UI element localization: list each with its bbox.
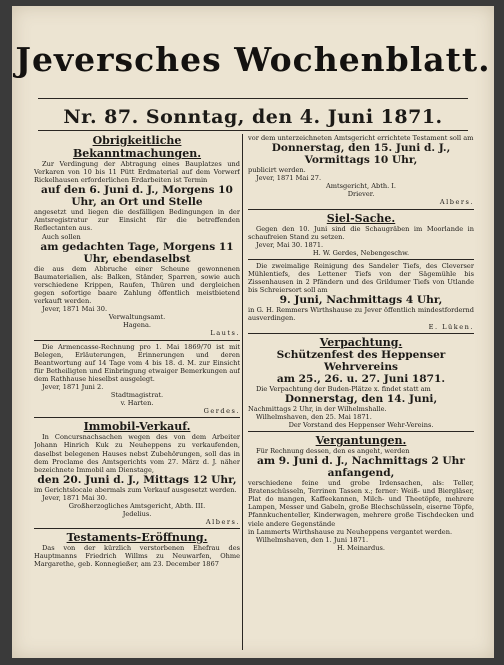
text-block: Für Rechnung dessen, den es angeht, werden: [256, 446, 410, 455]
separator: [248, 333, 474, 334]
text-block: vor dem unterzeichneten Amtsgericht errichtete Testament soll am: [248, 134, 474, 142]
text-block: Donnerstag, den 15. Juni d. J., Vormittags 10 Uhr,: [271, 142, 451, 167]
text-block: Stadtmagistrat.: [110, 391, 164, 400]
column-divider: [242, 134, 243, 650]
text-block: Großherzogliches Amtsgericht, Abth. III.: [68, 502, 206, 510]
separator: [34, 417, 240, 418]
text-block: Amtsgericht, Abth. I.: [326, 182, 396, 191]
text-block: Wilhelmshaven, den 1. Juni 1871.: [256, 535, 369, 544]
text-block: E. Lüken.: [428, 322, 474, 331]
text-block: Gerdes.: [203, 407, 240, 416]
section-heading: Vergantungen.: [315, 433, 407, 447]
text-block: Jedelius.: [122, 510, 152, 519]
separator: [34, 340, 240, 341]
text-block: 9. Juni, Nachmittags 4 Uhr,: [279, 294, 443, 307]
text-block: Jever, Mai 30. 1871.: [256, 240, 324, 249]
section-heading: Verpachtung.: [319, 335, 403, 349]
rule-top: [38, 98, 468, 99]
rule-bottom: [38, 130, 468, 131]
text-block: im Gerichtslocale abermals zum Verkauf ausgesetzt werden.: [34, 485, 237, 494]
text-block: Jever, 1871 Mai 30.: [42, 493, 108, 502]
text-block: Nachmittags 2 Uhr, in der Wilhelmshalle.: [248, 404, 387, 413]
text-block: Wilhelmshaven, den 25. Mai 1871.: [256, 412, 372, 421]
left-column: [34, 134, 240, 650]
text-block: angesetzt und liegen die desfälligen Bedingungen in der Amtsregistratur zur Einsicht für die betreffenden Reflectanten aus.: [34, 208, 240, 233]
text-block: Driever.: [347, 190, 375, 199]
text-block: v. Harten.: [120, 399, 154, 408]
text-block: H. Meinardus.: [337, 543, 385, 552]
separator: [248, 431, 474, 432]
text-block: Die Armencasse-Rechnung pro 1. Mai 1869/70 ist mit Belegen, Erläuterungen, Erinnerungen und deren Beantwortung auf 14 Tage vom 4 bis 18. d. M. zur Einsicht für Betheiligten und Einbringung etwaiger Bemerkungen auf dem Rathhause hieselbst ausgelegt.: [34, 342, 240, 383]
text-block: Albers.: [439, 198, 474, 207]
separator: [248, 259, 474, 260]
text-block: Jever, 1871 Juni 2.: [42, 382, 104, 391]
text-block: Hagena.: [122, 321, 152, 330]
text-block: Auch sollen: [42, 232, 81, 241]
text-block: Das von der kürzlich verstorbenen Ehefrau des Hauptmanns Friedrich Willms zu Neuwarfen, Ohme Margarethe, geb. Konnegießer, am 23. December 1867: [34, 544, 240, 569]
issue-line: Nr. 87. Sonntag, den 4. Juni 1871.: [63, 106, 443, 128]
text-block: in G. H. Remmers Wirthshause zu Jever öffentlich mindestfordernd ausverdingen.: [248, 306, 474, 323]
text-block: auf den 6. Juni d. J., Morgens 10 Uhr, an Ort und Stelle: [41, 184, 233, 209]
text-block: den 20. Juni d. J., Mittags 12 Uhr,: [37, 473, 237, 486]
text-block: Schützenfest des Heppenser Wehrvereins: [276, 348, 446, 373]
text-block: Die Verpachtung der Buden-Plätze x. findet statt am: [256, 384, 431, 393]
text-block: Jever, 1871 Mai 27.: [256, 174, 322, 183]
text-block: am gedachten Tage, Morgens 11 Uhr, ebendaselbst: [40, 240, 234, 265]
separator: [248, 209, 474, 210]
text-block: Albers.: [205, 518, 240, 527]
text-block: Lauts.: [210, 329, 240, 338]
separator: [34, 528, 240, 529]
text-block: Gegen den 10. Juni sind die Schaugräben im Moorlande in schaufreien Stand zu setzen.: [248, 224, 474, 241]
text-block: Zur Verdingung der Abtragung eines Bauplatzes und Verkaren von 10 bis 11 Pütt Erdmaterial auf dem Vorwerf Rickelhausen erforderlichen Erdarbeiten ist Termin: [34, 160, 240, 185]
text-block: Donnerstag, den 14. Juni,: [284, 392, 438, 405]
text-block: am 9. Juni d. J., Nachmittags 2 Uhr anfangend,: [257, 455, 465, 480]
right-column: [248, 134, 474, 650]
section-heading: Obrigkeitliche Bekanntmachungen.: [72, 134, 202, 160]
text-block: in Lammerts Wirthshause zu Neuheppens vergantet werden.: [248, 527, 453, 536]
text-block: Verwaltungsamt.: [108, 313, 166, 322]
text-block: publicirt werden.: [248, 166, 306, 175]
text-block: Der Vorstand des Heppenser Wehr-Vereins.: [288, 420, 434, 429]
newspaper-page: [12, 6, 494, 658]
text-block: die aus dem Abbruche einer Scheune gewonnenen Baumaterialien, als: Balken, Ständer, Sparren, sowie auch verschiedene Krippen, Raufen, Thüren und dergleichen gegen sofortige baare Zahlung öffentlich meistbietend verkauft werden.: [34, 264, 240, 306]
section-heading: Siel-Sache.: [326, 211, 396, 225]
section-heading: Immobil-Verkauf.: [83, 420, 191, 434]
text-block: H. W. Gerdes, Nebengeschw.: [312, 248, 410, 257]
text-block: Die zweimalige Reinigung des Sandeler Tiefs, des Cleverser Mühlentiefs, des Lettener Tiefs von der Sägemühle bis Zissenhausen in 2 Pfändern und des Grildumer Tiefs von Utlande bis Schreiersort soll am: [248, 261, 474, 295]
section-heading: Testaments-Eröffnung.: [66, 531, 208, 545]
text-block: Jever, 1871 Mai 30.: [42, 305, 108, 314]
text-block: In Concursnachsachen wegen des von dem Arbeiter Johann Hinrich Kuk zu Neuheppens zu verkaufenden, daselbst belegenen Hauses nebst Zubehörungen, soll das in dem Proclame des Amtsgerichts vom 27. März d. J. näher bezeichnete Immobil am Dienstage,: [34, 433, 240, 474]
text-block: verschiedene feine und grobe Irdensachen, als: Teller, Bratenschüsseln, Terrinen Tassen x.; ferner: Weiß- und Biergläser, Plat do mangen, Kaffeekannen, Milch- und Theetöpfe, mehrere Lampen, Messer und Gabeln, große Blechschüsseln, eiserne Töpfe, Pfannkuchenteller, Kinderwagen, mehrere große Tischdecken und viele andere Gegenstände: [248, 479, 474, 528]
text-block: am 25., 26. u. 27. Juni 1871.: [276, 372, 446, 385]
masthead-title: Jeversches Wochenblatt.: [15, 40, 491, 79]
